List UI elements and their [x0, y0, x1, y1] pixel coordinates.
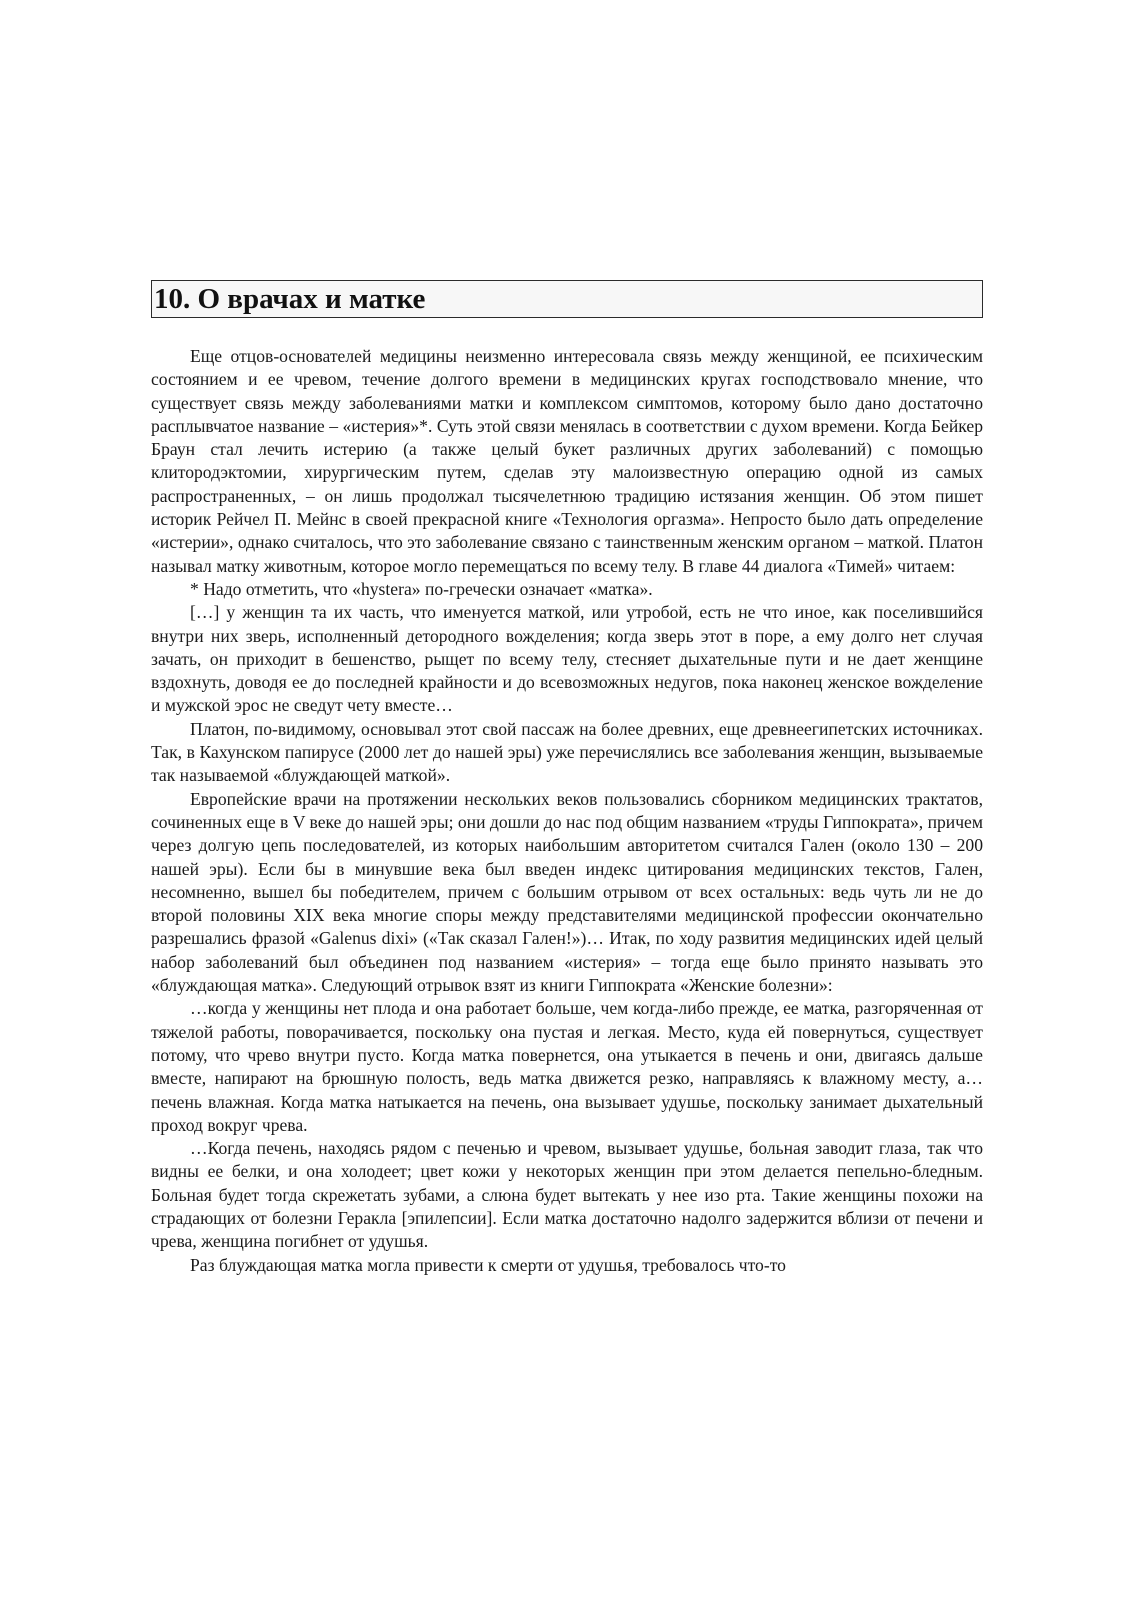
chapter-heading-box	[151, 280, 983, 318]
chapter-body	[151, 345, 983, 1277]
paragraph-plato: Платон, по-видимому, основывал этот свой пассаж на более древних, еще древнеегипетских источниках. Так, в Кахунском папирусе (2000 лет до нашей эры) уже перечислялись все заболевания женщин, вызываемые так называемой «блуждающей маткой».	[151, 718, 983, 786]
quote-hippocrates-1: …когда у женщины нет плода и она работает больше, чем когда-либо прежде, ее матка, разгоряченная от тяжелой работы, поворачивается, поскольку она пустая и легкая. Место, куда ей повернуться, существует потому, что чрево внутри пусто. Когда матка повернется, она утыкается в печень и они, двигаясь дальше вместе, напирают на брюшную полость, ведь матка движется резко, направляясь к влажному месту, а… печень влажная. Когда матка натыкается на печень, она вызывает удушье, поскольку занимает дыхательный проход вокруг чрева.	[151, 998, 983, 1135]
paragraph-closing: Раз блуждающая матка могла привести к смерти от удушья, требовалось что-то	[190, 1254, 786, 1275]
paragraph-intro: Еще отцов-основателей медицины неизменно интересовала связь между женщиной, ее психическим состоянием и ее чревом, течение долгого времени в медицинских кругах господствовало мнение, что существует связь между заболеваниями матки и комплексом симптомов, которому было дано достаточно расплывчатое название – «истерия»*. Суть этой связи менялась в соответствии с духом времени. Когда Бейкер Браун стал лечить истерию (а также целый букет различных других заболеваний) с помощью клитородэктомии, хирургическим путем, сделав эту малоизвестную операцию одной из самых распространенных, – он лишь продолжал тысячелетнюю традицию истязания женщин. Об этом пишет историк Рейчел П. Мейнс в своей прекрасной книге «Технология оргазма». Непросто было дать определение «истерии», однако считалось, что это заболевание связано с таинственным женским органом – маткой. Платон называл матку животным, которое могло перемещаться по всему телу. В главе 44 диалога «Тимей» читаем:	[151, 346, 983, 576]
chapter-title: 10. О врачах и матке	[154, 283, 426, 315]
paragraph-european-doctors: Европейские врачи на протяжении нескольких веков пользовались сборником медицинских трактатов, сочиненных еще в V веке до нашей эры; они дошли до нас под общим названием «труды Гиппократа», причем через долгую цепь последователей, из которых наибольшим авторитетом считался Гален (около 130 – 200 нашей эры). Если бы в минувшие века был введен индекс цитирования медицинских текстов, Гален, несомненно, вышел бы победителем, причем с большим отрывом от всех остальных: ведь чуть ли не до второй половины XIX века многие споры между представителями медицинской профессии окончательно разрешались фразой «Galenus dixi» («Так сказал Гален!»)… Итак, по ходу развития медицинских идей целый набор заболеваний был объединен под названием «истерия» – тогда еще было принято называть это «блуждающая матка». Следующий отрывок взят из книги Гиппократа «Женские болезни»:	[151, 788, 983, 996]
footnote: * Надо отметить, что «hystera» по-гречески означает «матка».	[190, 578, 653, 599]
quote-hippocrates-2: …Когда печень, находясь рядом с печенью и чревом, вызывает удушье, больная заводит глаза, так что видны ее белки, и она холодеет; цвет кожи у некоторых женщин при этом делается пепельно-бледным. Больная будет тогда скрежетать зубами, а слюна будет вытекать у нее изо рта. Такие женщины похожи на страдающих от болезни Геракла [эпилепсии]. Если матка достаточно надолго задержится вблизи от печени и чрева, женщина погибнет от удушья.	[151, 1138, 983, 1252]
quote-timaeus: […] у женщин та их часть, что именуется маткой, или утробой, есть не что иное, как поселившийся внутри них зверь, исполненный детородного вожделения; когда зверь этот в поре, а ему долго нет случая зачать, он приходит в бешенство, рыщет по всему телу, стесняет дыхательные пути и не дает женщине вздохнуть, доводя ее до последней крайности и до всевозможных недугов, пока наконец женское вожделение и мужской эрос не сведут чету вместе…	[151, 602, 983, 716]
